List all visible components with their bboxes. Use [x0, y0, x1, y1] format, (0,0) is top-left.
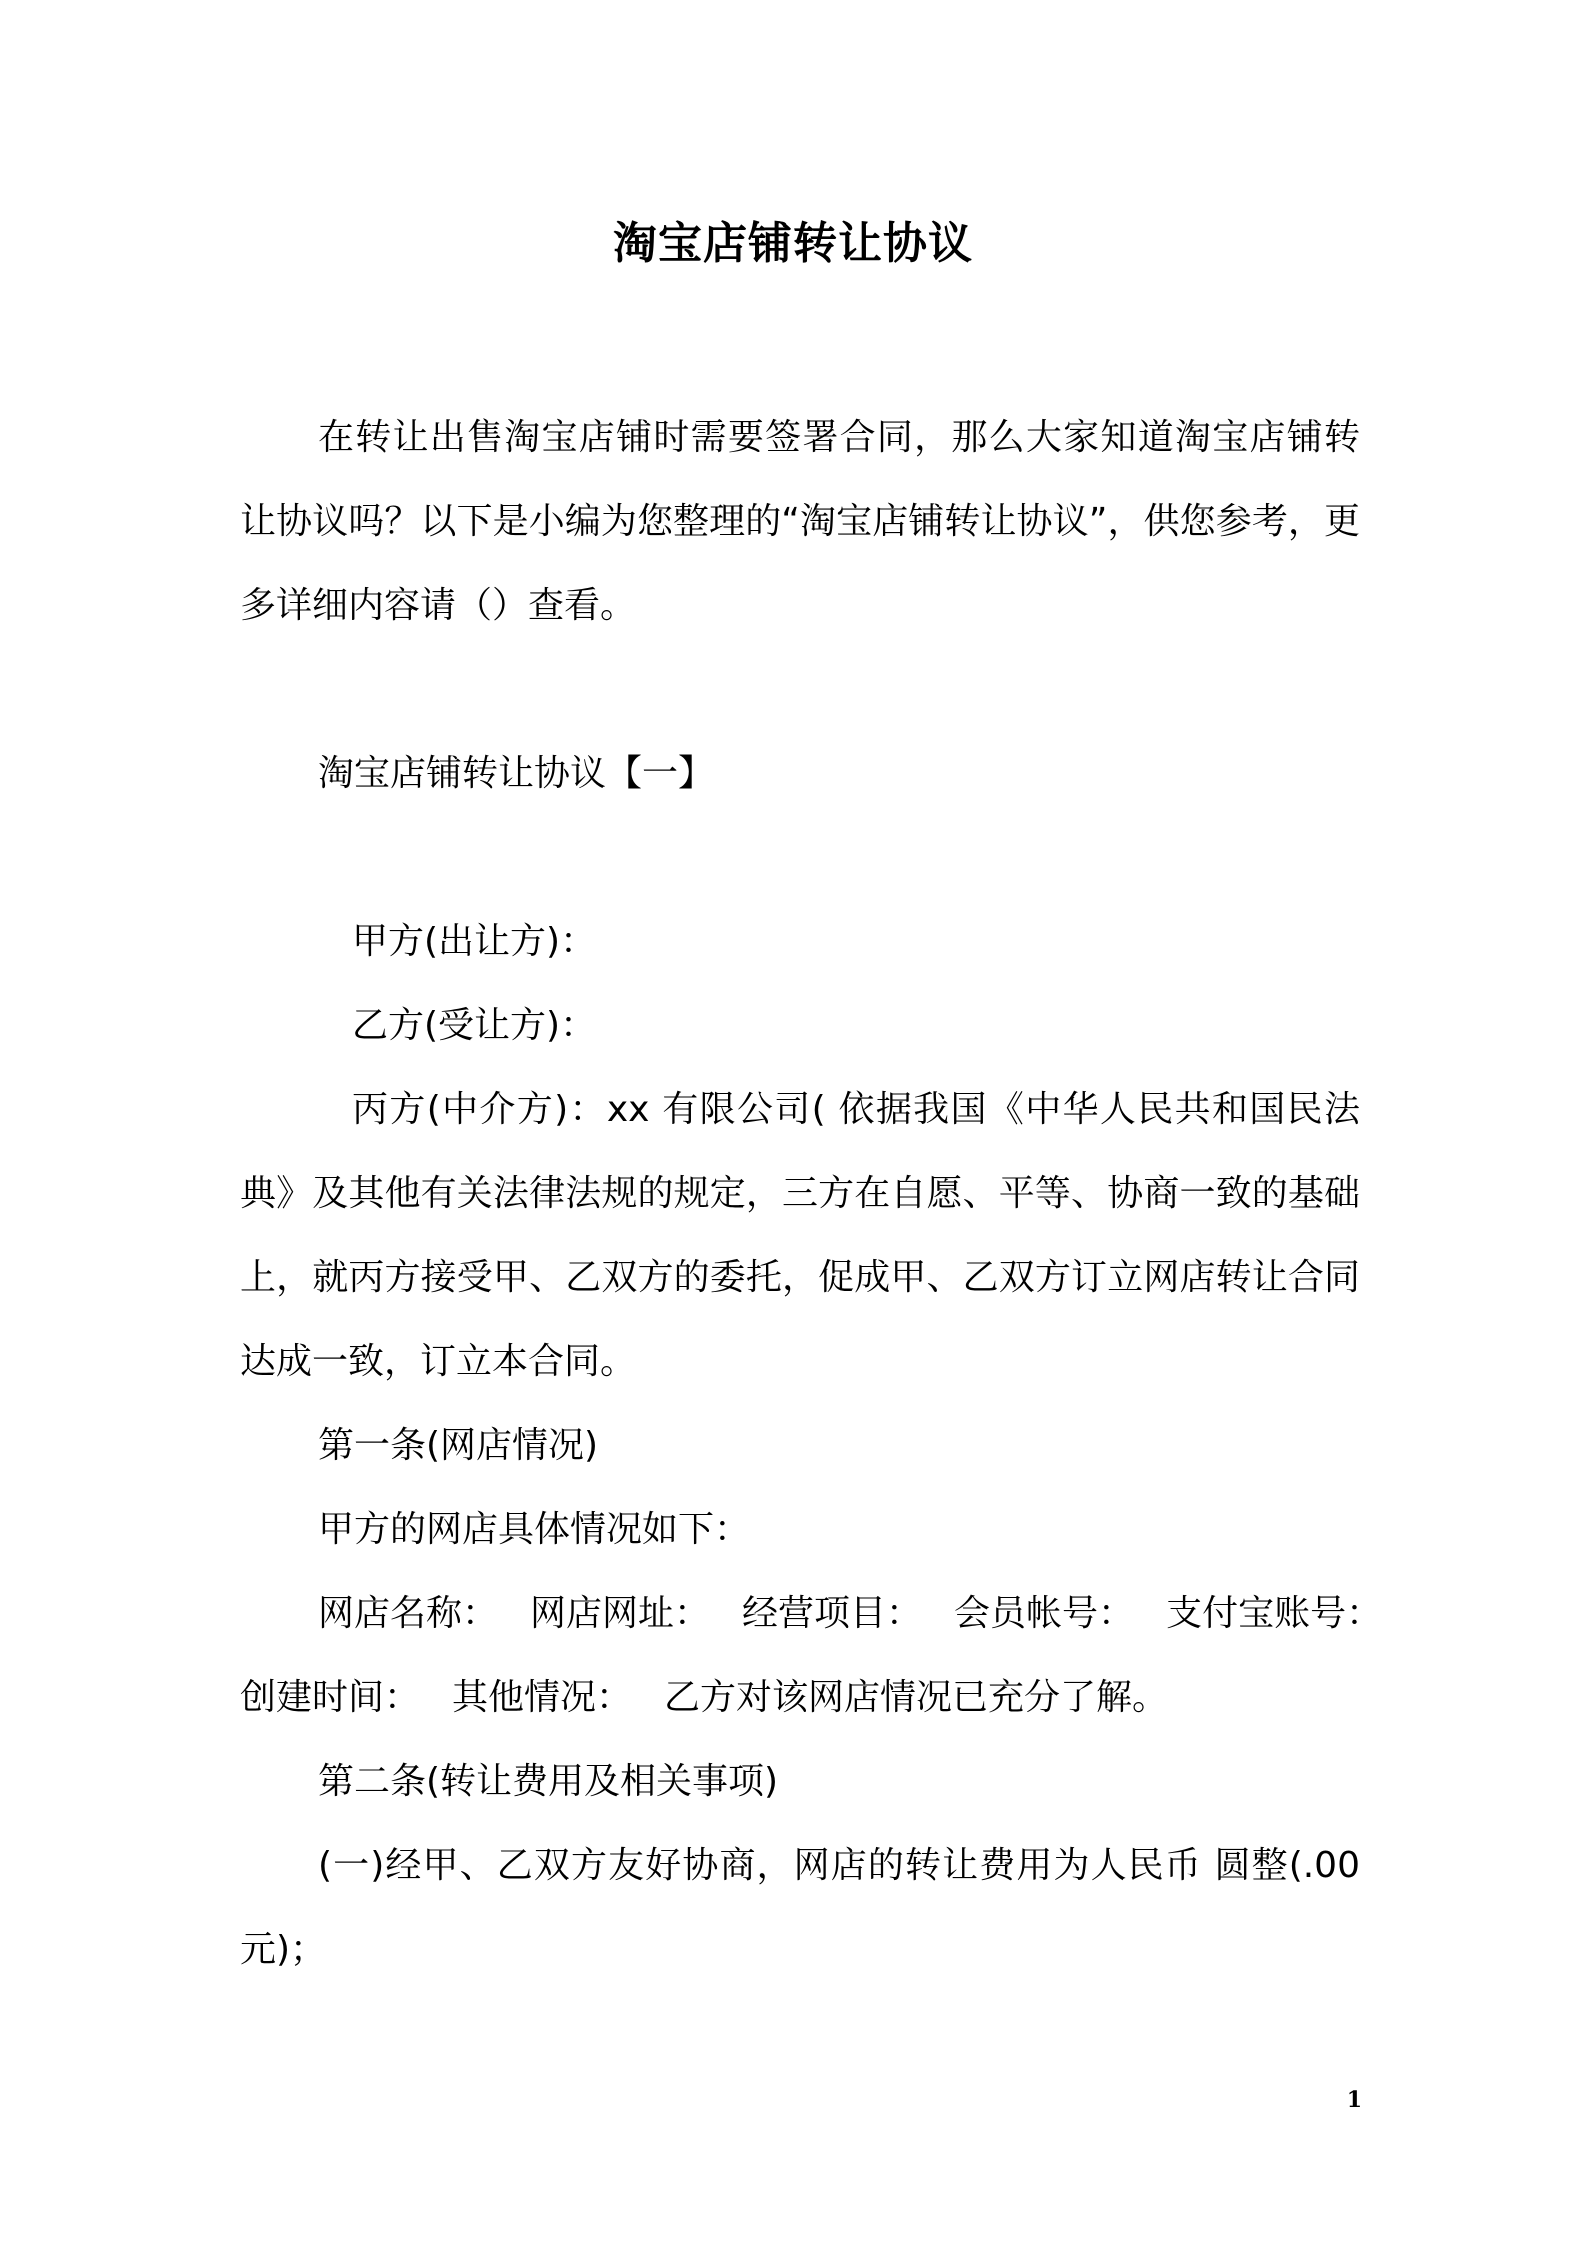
article-1-intro: 甲方的网店具体情况如下： — [318, 1509, 751, 1550]
other-info-label: 其他情况： — [452, 1677, 633, 1718]
alipay-account-label: 支付宝账号： — [1166, 1593, 1383, 1634]
party-b-line: 乙方(受让方)： — [352, 1005, 597, 1046]
party-c-paragraph: 丙方(中介方)：xx 有限公司( 依据我国《中华人民共和国民法典》及其他有关法律法规的规定，三方在自愿、平等、协商一致的基础上，就丙方接受甲、乙双方的委托，促成甲、乙双方订立网店转让合同达成一致，订立本合同。 — [240, 1089, 1360, 1382]
page-number: 1 — [1346, 2087, 1362, 2113]
shop-name-label: 网店名称： — [318, 1593, 499, 1634]
article-2-item-1: (一)经甲、乙双方友好协商，网店的转让费用为人民币 圆整(.00元)； — [240, 1845, 1360, 1970]
shop-url-label: 网店网址： — [530, 1593, 711, 1634]
member-account-label: 会员帐号： — [954, 1593, 1135, 1634]
acknowledgement-text: 乙方对该网店情况已充分了解。 — [664, 1677, 1169, 1718]
shop-fields-row-2 — [240, 1656, 1168, 1740]
article-2-heading: 第二条(转让费用及相关事项) — [318, 1761, 779, 1802]
intro-paragraph: 在转让出售淘宝店铺时需要签署合同，那么大家知道淘宝店铺转让协议吗？以下是小编为您整理的“淘宝店铺转让协议”，供您参考，更多详细内容请（）查看。 — [240, 417, 1360, 626]
article-1-heading: 第一条(网店情况) — [318, 1425, 599, 1466]
document-title: 淘宝店铺转让协议 — [613, 218, 973, 269]
created-time-label: 创建时间： — [240, 1677, 421, 1718]
party-a-line: 甲方(出让方)： — [352, 921, 597, 962]
shop-fields-row-1 — [318, 1572, 1382, 1656]
business-label: 经营项目： — [742, 1593, 923, 1634]
section-heading: 淘宝店铺转让协议【一】 — [318, 753, 715, 794]
